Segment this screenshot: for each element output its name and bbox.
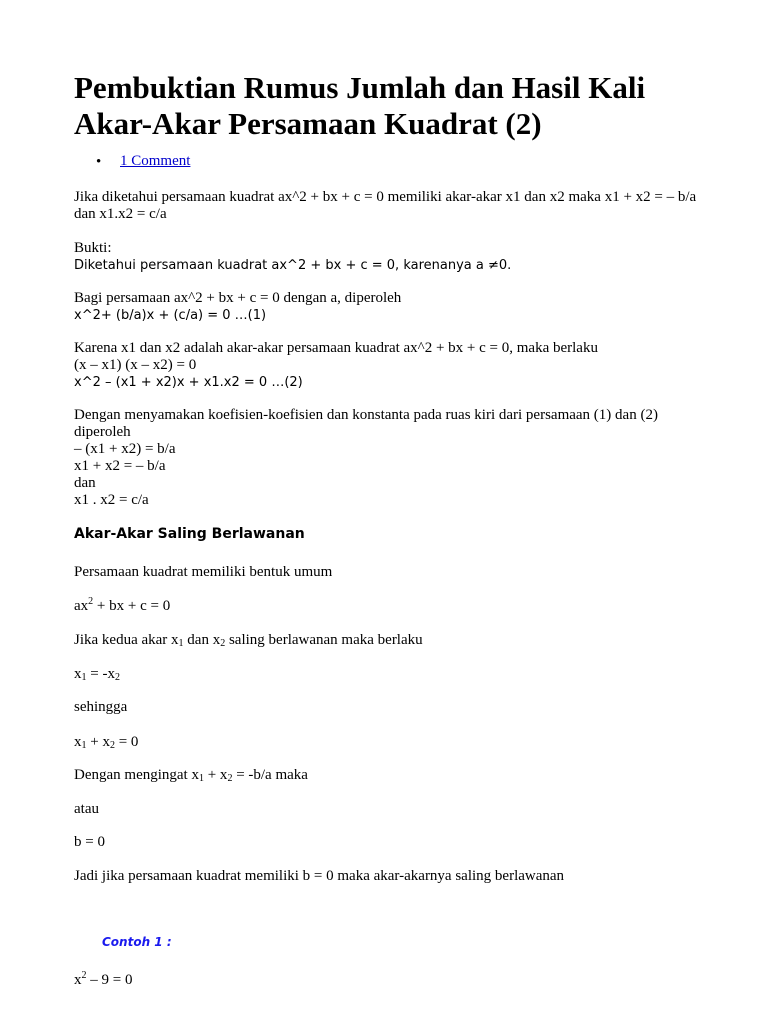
example-equation: $x^2 - 9 = 0$ (74, 970, 133, 988)
bagi-line: Bagi persamaan ax^2 + bx + c = 0 dengan a, diperoleh (74, 290, 402, 306)
section-heading: Akar-Akar Saling Berlawanan (74, 526, 305, 542)
page-title: Pembuktian Rumus Jumlah dan Hasil Kali Akar-Akar Persamaan Kuadrat (2) (74, 70, 646, 141)
general-form-equation: $ax^2$ + bx + c = 0 (74, 596, 171, 614)
factor-line: (x – x1) (x – x2) = 0 (74, 357, 197, 373)
bukti-label: Bukti: (74, 240, 112, 256)
sum-zero-equation: $x_1 + x_2 = 0$ (74, 734, 139, 751)
sehingga-text: sehingga (74, 699, 128, 715)
karena-line: Karena x1 dan x2 adalah akar-akar persamaan kuadrat ax^2 + bx + c = 0, maka berlaku (74, 340, 598, 356)
equation-1: x^2+ (b/a)x + (c/a) = 0 …(1) (74, 308, 267, 323)
general-form-label: Persamaan kuadrat memiliki bentuk umum (74, 564, 333, 580)
recall-line: Dengan mengingat $x_1 + x_2 = -b/a$ maka (74, 767, 308, 784)
result-line-2: x1 + x2 = – b/a (74, 458, 166, 474)
compare-paragraph: Dengan menyamakan koefisien-koefisien dan konstanta pada ruas kiri dari persamaan (1) dan (2) diperoleh (74, 407, 658, 440)
result-line-4: x1 . x2 = c/a (74, 492, 149, 508)
example-label: Contoh 1 : (102, 935, 172, 949)
intro-paragraph: Jika diketahui persamaan kuadrat ax^2 + bx + c = 0 memiliki akar-akar x1 dan x2 maka x1 + x2 = – b/a dan x1.x2 = c/a (74, 189, 697, 222)
bukti-line: Diketahui persamaan kuadrat ax^2 + bx + c = 0, karenanya a ≠0. (74, 258, 512, 273)
opposite-roots-line: Jika kedua akar $x_1$ dan $x_2$ saling berlawanan maka berlaku (74, 632, 423, 649)
x1-equation: $x_1 = -x_2$ (74, 666, 120, 683)
conclusion-text: Jadi jika persamaan kuadrat memiliki b = 0 maka akar-akarnya saling berlawanan (74, 868, 565, 884)
b-zero-equation: b = 0 (74, 834, 105, 850)
result-line-3: dan (74, 475, 96, 491)
comment-link[interactable]: 1 Comment (120, 153, 191, 169)
bullet-icon: • (96, 154, 102, 170)
equation-2: x^2 – (x1 + x2)x + x1.x2 = 0 …(2) (74, 375, 303, 390)
atau-text: atau (74, 801, 99, 817)
result-line-1: – (x1 + x2) = b/a (74, 441, 176, 457)
